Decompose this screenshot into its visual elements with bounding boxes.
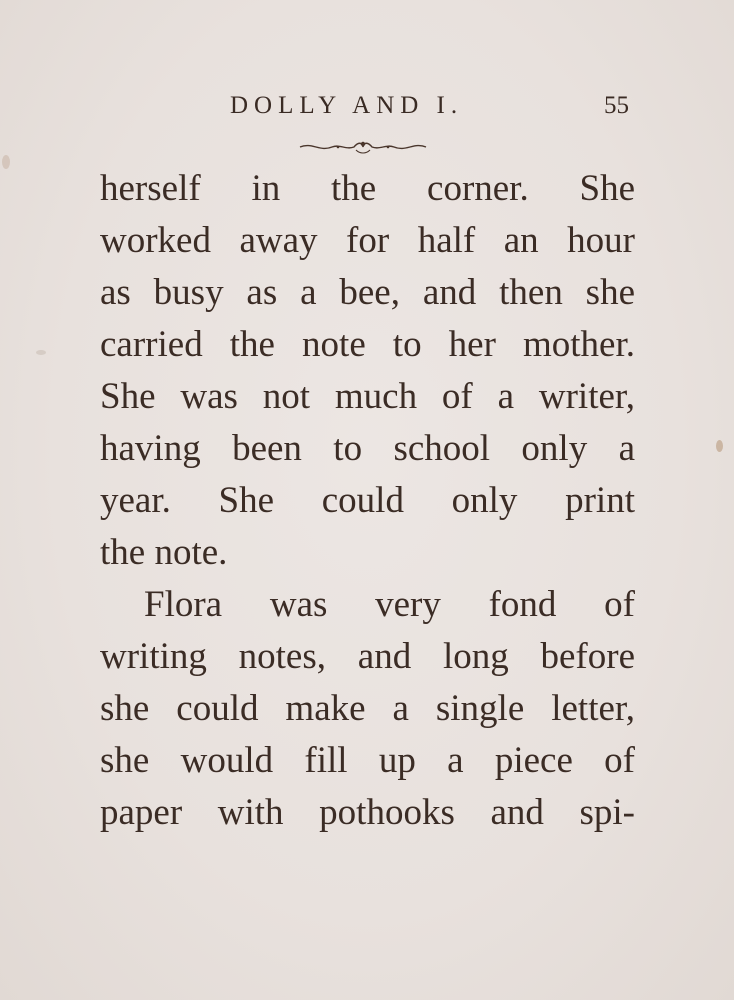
text-line: worked away for half an hour: [100, 220, 635, 261]
text-line: Flora was very fond of: [144, 584, 635, 625]
page-header: [0, 92, 734, 132]
text-line: having been to school only a: [100, 428, 635, 469]
paper-stain: [716, 440, 723, 452]
decorative-ornament: [298, 138, 428, 156]
text-line: writing notes, and long before: [100, 636, 635, 677]
text-line: as busy as a bee, and then she: [100, 272, 635, 313]
body-text: [100, 163, 635, 839]
text-line: she would fill up a piece of: [100, 740, 635, 781]
text-line: she could make a single letter,: [100, 688, 635, 729]
text-line: year. She could only print: [100, 480, 635, 521]
text-line: carried the note to her mother.: [100, 324, 635, 365]
text-line: paper with pothooks and spi-: [100, 792, 635, 833]
text-line: She was not much of a writer,: [100, 376, 635, 417]
page-number: 55: [604, 92, 629, 119]
paper-stain: [36, 350, 46, 355]
running-title: DOLLY AND I.: [230, 92, 464, 119]
text-line: herself in the corner. She: [100, 168, 635, 209]
paper-stain: [2, 155, 10, 169]
text-line: the note.: [100, 532, 228, 573]
